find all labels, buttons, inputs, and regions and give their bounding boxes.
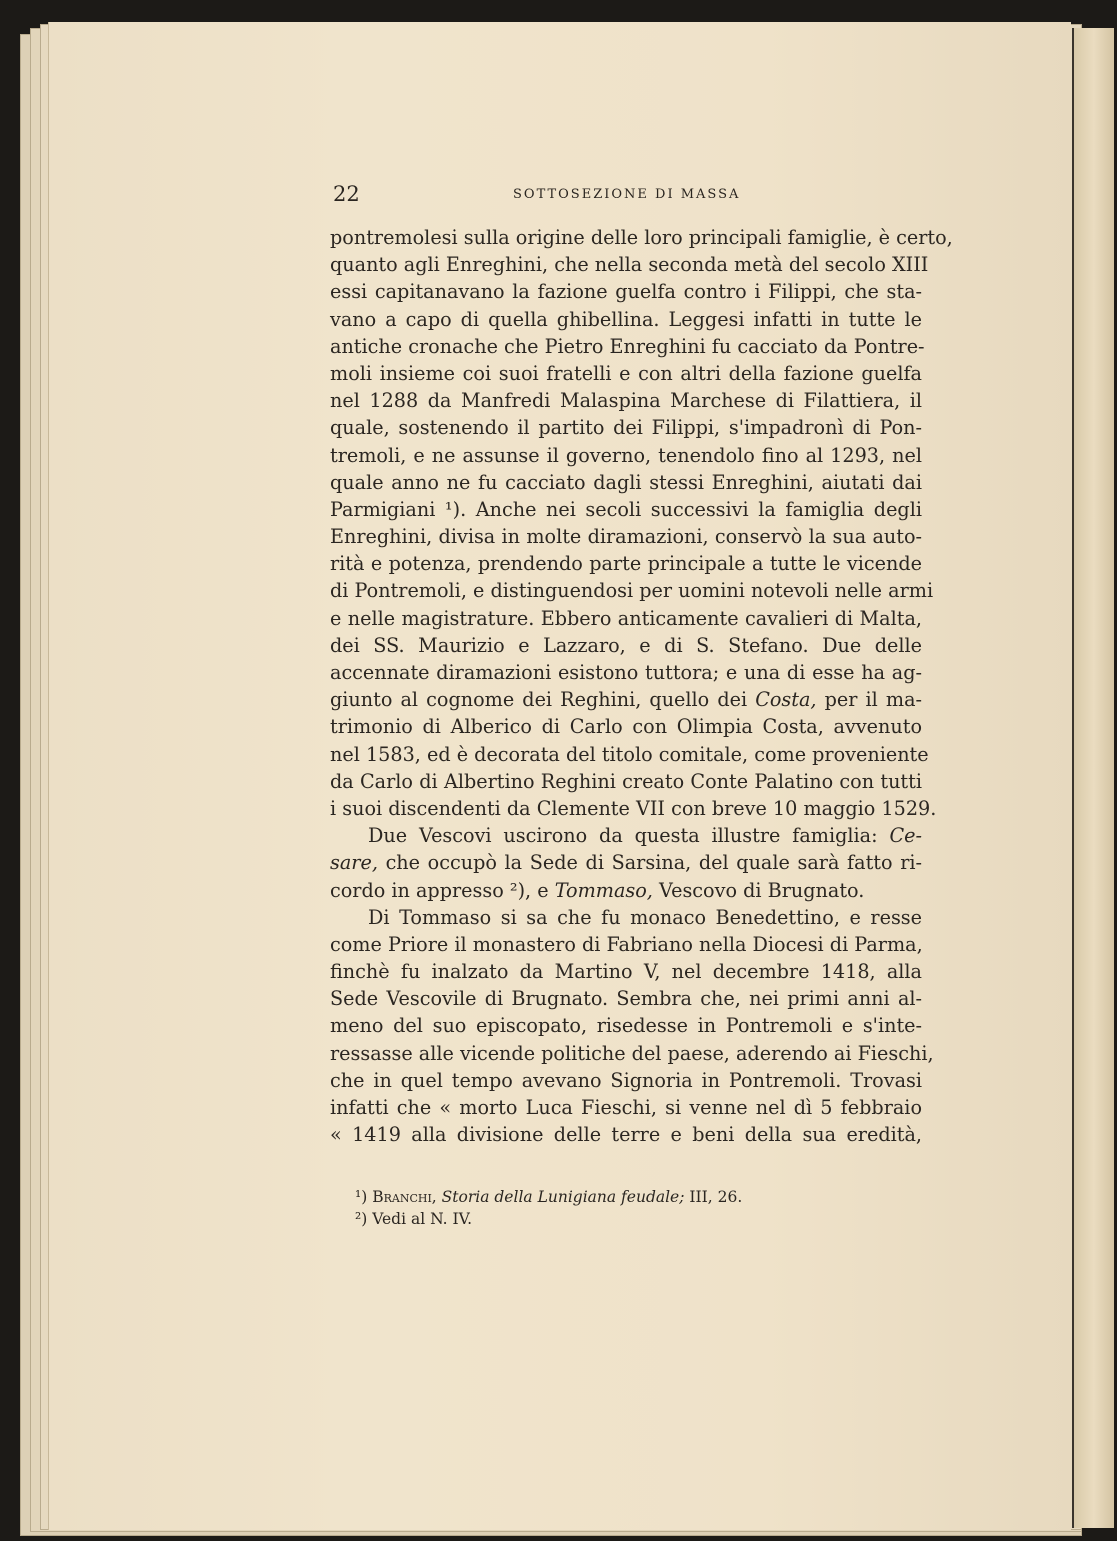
text-line: che in quel tempo avevano Signoria in Pontremoli. Trovasi bbox=[330, 1068, 922, 1092]
text-line: tremoli, e ne assunse il governo, tenendolo fino al 1293, nel bbox=[330, 443, 922, 467]
text-line: infatti che « morto Luca Fieschi, si venne nel dì 5 febbraio bbox=[330, 1096, 922, 1119]
text-line: e nelle magistrature. Ebbero anticamente cavalieri di Malta, bbox=[330, 606, 922, 630]
body-text bbox=[330, 224, 953, 1148]
text-line: antiche cronache che Pietro Enreghini fu cacciato da Pontre- bbox=[330, 334, 925, 358]
text-line: nel 1583, ed è decorata del titolo comitale, come proveniente bbox=[330, 742, 929, 766]
footnote-2: ²) Vedi al N. IV. bbox=[355, 1210, 473, 1228]
text-line: vano a capo di quella ghibellina. Leggesi infatti in tutte le bbox=[330, 307, 922, 331]
text-line: Di Tommaso si sa che fu monaco Benedettino, e resse bbox=[368, 905, 922, 929]
text-line: moli insieme coi suoi fratelli e con altri della fazione guelfa bbox=[330, 361, 922, 385]
text-line: di Pontremoli, e distinguendosi per uomini notevoli nelle armi bbox=[330, 579, 934, 603]
text-line: dei SS. Maurizio e Lazzaro, e di S. Stefano. Due delle bbox=[330, 633, 922, 657]
text-line: ressasse alle vicende politiche del paese, aderendo ai Fieschi, bbox=[330, 1041, 934, 1065]
text-line: essi capitanavano la fazione guelfa contro i Filippi, che sta- bbox=[330, 280, 922, 304]
text-line: cordo in appresso ²), e Tommaso, Vescovo di Brugnato. bbox=[330, 878, 865, 902]
text-line: finchè fu inalzato da Martino V, nel decembre 1418, alla bbox=[330, 960, 922, 984]
text-line: quanto agli Enreghini, che nella seconda metà del secolo XIII bbox=[330, 253, 929, 277]
page-header bbox=[333, 182, 923, 212]
text-line: Sede Vescovile di Brugnato. Sembra che, nei primi anni al- bbox=[330, 987, 922, 1011]
text-line: meno del suo episcopato, risedesse in Pontremoli e s'inte- bbox=[330, 1014, 922, 1038]
text-line: Parmigiani ¹). Anche nei secoli successivi la famiglia degli bbox=[330, 497, 922, 521]
footnotes bbox=[355, 1186, 855, 1230]
running-title: SOTTOSEZIONE DI MASSA bbox=[513, 187, 741, 202]
facing-page-edge bbox=[1072, 28, 1114, 1528]
text-line: da Carlo di Albertino Reghini creato Conte Palatino con tutti bbox=[330, 769, 922, 793]
text-line: « 1419 alla divisione delle terre e beni della sua eredità, bbox=[330, 1123, 922, 1147]
text-line: come Priore il monastero di Fabriano nella Diocesi di Parma, bbox=[330, 932, 923, 956]
text-line: trimonio di Alberico di Carlo con Olimpia Costa, avvenuto bbox=[330, 715, 922, 739]
text-line: sare, che occupò la Sede di Sarsina, del quale sarà fatto ri- bbox=[330, 851, 922, 875]
text-line: accennate diramazioni esistono tuttora; e una di esse ha ag- bbox=[330, 661, 922, 684]
text-line: nel 1288 da Manfredi Malaspina Marchese di Filattiera, il bbox=[330, 389, 922, 413]
text-line: i suoi discendenti da Clemente VII con breve 10 maggio 1529. bbox=[330, 796, 937, 820]
text-line: pontremolesi sulla origine delle loro principali famiglie, è certo, bbox=[330, 226, 953, 249]
text-line: Enreghini, divisa in molte diramazioni, conservò la sua auto- bbox=[330, 525, 922, 549]
text-line: giunto al cognome dei Reghini, quello dei Costa, per il ma- bbox=[330, 688, 923, 712]
text-line: rità e potenza, prendendo parte principale a tutte le vicende bbox=[330, 552, 922, 576]
footnote-1: ¹) Branchi, Storia della Lunigiana feudale; III, 26. bbox=[355, 1188, 743, 1206]
text-line: quale anno ne fu cacciato dagli stessi Enreghini, aiutati dai bbox=[330, 470, 922, 494]
text-line: Due Vescovi uscirono da questa illustre famiglia: Ce- bbox=[368, 824, 922, 848]
page-number: 22 bbox=[333, 182, 360, 206]
text-line: quale, sostenendo il partito dei Filippi, s'impadronì di Pon- bbox=[330, 416, 922, 440]
